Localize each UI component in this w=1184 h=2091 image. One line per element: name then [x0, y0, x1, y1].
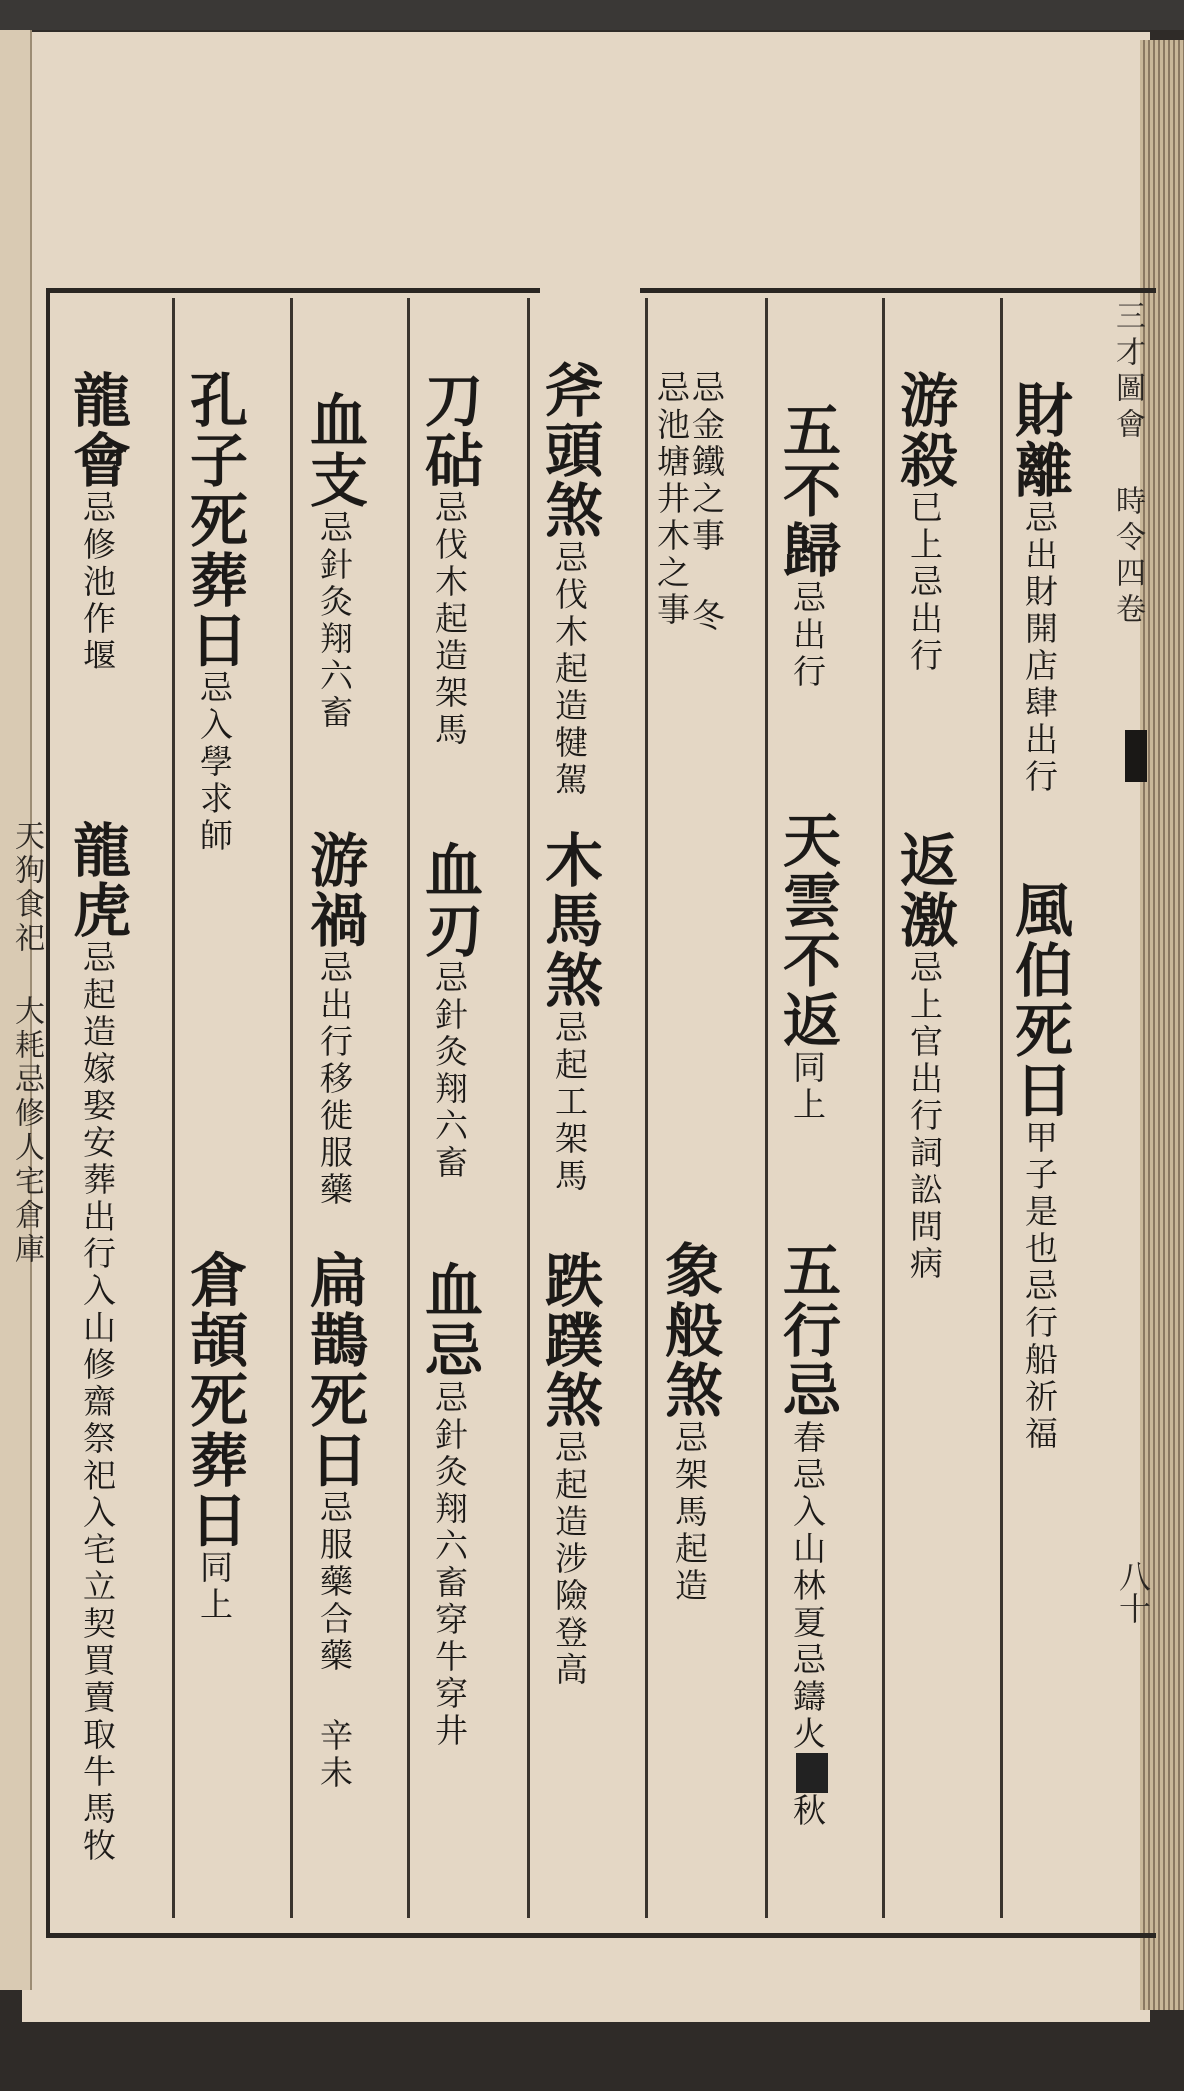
column-rule [527, 298, 530, 1918]
text-column-6 [415, 370, 483, 749]
column-rule [645, 298, 648, 1918]
scan-top-border [0, 0, 1184, 30]
book-title-margin: 三才圖會 時令四卷 [1110, 300, 1145, 629]
gloss: 忌金鐵之事 冬 [687, 370, 726, 635]
term: 天雲不返 [773, 810, 841, 1050]
column-rule [407, 298, 410, 1918]
gloss: 同上 [788, 1050, 827, 1124]
column-rule [882, 298, 885, 1918]
term: 跌蹼煞 [535, 1250, 603, 1430]
gloss: 忌上官出行詞訟問病 [905, 950, 944, 1283]
fishtail-mark [1125, 730, 1147, 782]
text-column-3b [773, 810, 841, 1124]
term: 龍會 [63, 370, 131, 490]
gloss: 忌起工架馬 [550, 1010, 589, 1195]
gloss: 忌出財開店肆出行 [1020, 500, 1059, 796]
gloss: 忌伐木起造架馬 [430, 490, 469, 749]
term: 財離 [1005, 380, 1073, 500]
text-column-7 [300, 390, 368, 732]
text-column-3 [773, 400, 841, 691]
text-column-6b [415, 840, 483, 1182]
text-column-5c [535, 1250, 603, 1689]
text-column-7c [300, 1250, 368, 1792]
term: 五行忌 [773, 1240, 841, 1420]
text-column-7b [300, 830, 368, 1209]
term: 血支 [300, 390, 368, 510]
term: 游禍 [300, 830, 368, 950]
gloss: 忌起造涉險登高 [550, 1430, 589, 1689]
gloss: 同上 [195, 1550, 234, 1624]
term: 血忌 [415, 1260, 483, 1380]
text-column-2 [890, 370, 958, 675]
gloss: 已上忌出行 [905, 490, 944, 675]
term: 返激 [890, 830, 958, 950]
gloss: 忌出行移徙服藥 [315, 950, 354, 1209]
gloss: 忌架馬起造 [670, 1420, 709, 1605]
gloss-tail: 秋 [788, 1793, 827, 1830]
column-rule [1000, 298, 1003, 1918]
page-number: 八十 [1114, 1560, 1152, 1624]
text-column-5 [535, 360, 603, 799]
text-column-9 [63, 370, 131, 675]
term: 五不歸 [773, 400, 841, 580]
gloss: 忌針灸翔六畜 [315, 510, 354, 732]
text-column-4a [687, 370, 726, 635]
term: 風伯死日 [1005, 880, 1073, 1120]
text-column-5b [535, 830, 603, 1195]
gloss: 忌入學求師 [195, 670, 234, 855]
term: 斧頭煞 [535, 360, 603, 540]
term: 刀砧 [415, 370, 483, 490]
frame-gap [540, 286, 640, 294]
text-column-1b [1005, 880, 1073, 1453]
gloss: 忌針灸翔六畜穿牛穿井 [430, 1380, 469, 1750]
term: 象般煞 [655, 1240, 723, 1420]
text-column-1 [1005, 380, 1073, 796]
term: 龍虎 [63, 820, 131, 940]
text-column-4b [652, 370, 691, 629]
column-rule [290, 298, 293, 1918]
text-column-4c [655, 1240, 723, 1605]
term: 游殺 [890, 370, 958, 490]
gloss: 忌服藥合藥 辛未 [315, 1490, 354, 1792]
term: 血刃 [415, 840, 483, 960]
gloss: 忌池塘井木之事 [652, 370, 691, 629]
text-column-6c [415, 1260, 483, 1750]
gloss: 忌出行 [788, 580, 827, 691]
gloss: 春忌入山林夏忌鑄火 [788, 1420, 827, 1753]
gloss: 忌針灸翔六畜 [430, 960, 469, 1182]
previous-leaf-text: 天狗食祀 大耗忌修人宅倉庫 [9, 820, 44, 1267]
term: 孔子死葬日 [180, 370, 248, 670]
text-column-8 [180, 370, 248, 855]
text-column-9b [63, 820, 131, 1865]
gloss: 忌伐木起造犍駕 [550, 540, 589, 799]
text-column-2b [890, 830, 958, 1283]
ink-block [796, 1753, 828, 1793]
term: 扁鵲死日 [300, 1250, 368, 1490]
term: 倉頡死葬日 [180, 1250, 248, 1550]
gloss: 忌起造嫁娶安葬出行入山修齋祭祀入宅立契買賣取牛馬牧 [78, 940, 117, 1865]
gloss: 甲子是也忌行船祈福 [1020, 1120, 1059, 1453]
text-column-8b [180, 1250, 248, 1624]
term: 木馬煞 [535, 830, 603, 1010]
column-rule [765, 298, 768, 1918]
gloss: 忌修池作堰 [78, 490, 117, 675]
text-column-3c [773, 1240, 841, 1830]
column-rule [172, 298, 175, 1918]
